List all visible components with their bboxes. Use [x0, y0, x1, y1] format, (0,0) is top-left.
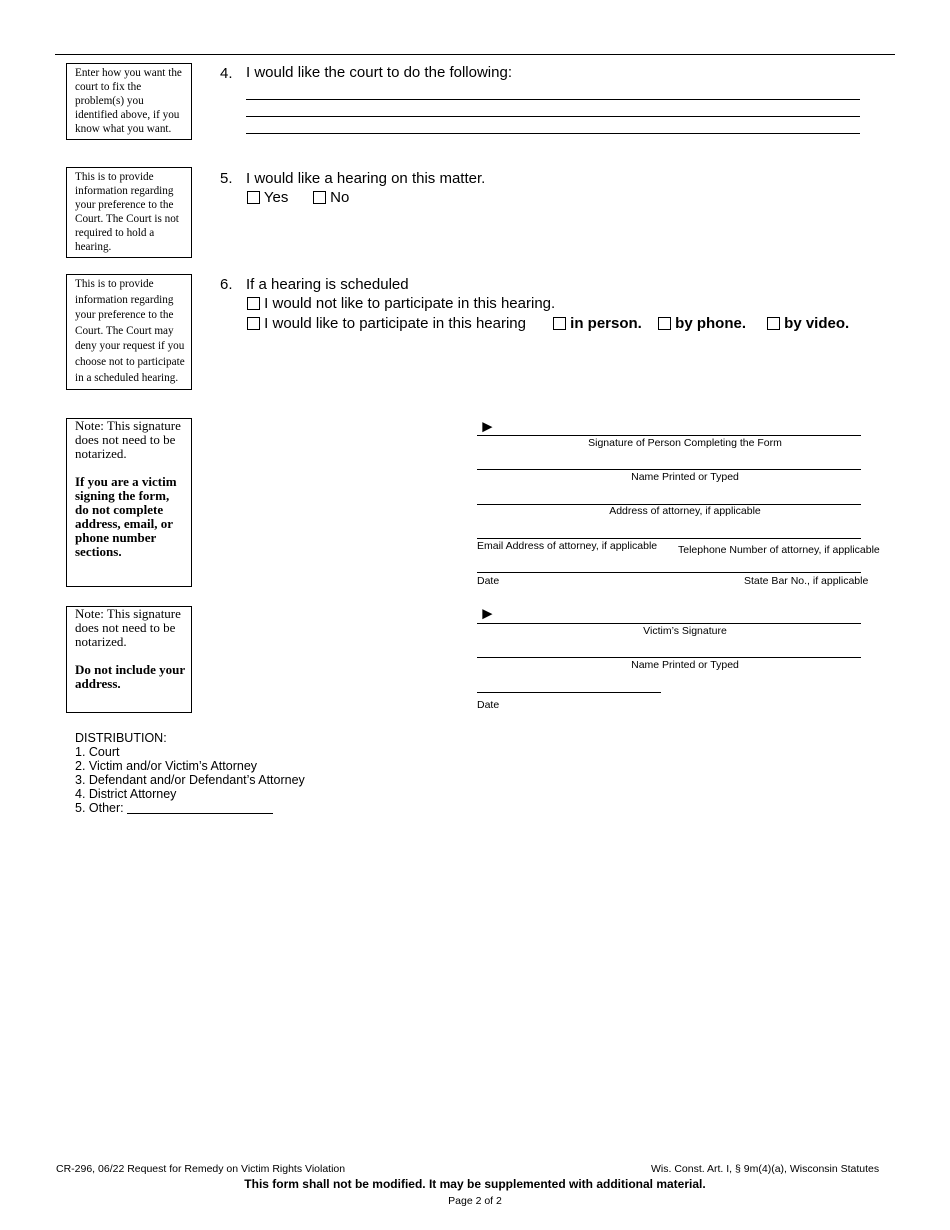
victim-note-text: Note: This signature does not need to be notarized.	[75, 606, 181, 649]
item-4-number: 4.	[220, 65, 233, 82]
by-phone-checkbox[interactable]	[658, 317, 671, 330]
participate-checkbox[interactable]	[247, 317, 260, 330]
name-line[interactable]	[477, 469, 861, 470]
sidenote-remedy: Enter how you want the court to fix the problem(s) you identified above, if you know what you want.	[66, 63, 192, 140]
distribution-item-other	[75, 801, 305, 815]
by-phone-option[interactable]	[658, 315, 746, 332]
by-video-option[interactable]	[767, 315, 849, 332]
victim-date-label: Date	[477, 699, 500, 711]
attorney-address-label: Address of attorney, if applicable	[609, 505, 761, 517]
remedy-line-1[interactable]	[246, 99, 860, 100]
in-person-label: in person.	[570, 315, 642, 332]
date-bar-line[interactable]	[477, 572, 861, 573]
modification-notice: This form shall not be modified. It may be supplemented with additional material.	[244, 1177, 706, 1191]
form-id: CR-296, 06/22 Request for Remedy on Victim Rights Violation	[56, 1163, 346, 1175]
signature-note-text: Note: This signature does not need to be notarized.	[75, 418, 181, 461]
remedy-line-3[interactable]	[246, 133, 860, 134]
victim-signature-line[interactable]	[477, 623, 861, 624]
sidenote-signature	[66, 418, 192, 587]
item-4-question: I would like the court to do the following:	[246, 64, 512, 81]
hearing-yes-checkbox[interactable]	[247, 191, 260, 204]
remedy-line-2[interactable]	[246, 116, 860, 117]
signature-arrow-icon: ►	[479, 417, 496, 436]
distribution-item: 4. District Attorney	[75, 787, 177, 801]
hearing-yes-label: Yes	[263, 189, 289, 206]
date-label: Date	[477, 575, 500, 587]
hearing-yes-option[interactable]	[247, 189, 288, 206]
victim-signing-warning: If you are a victim signing the form, do not complete address, email, or phone number sections.	[75, 474, 177, 559]
distribution-item: 1. Court	[75, 745, 120, 759]
not-participate-checkbox[interactable]	[247, 297, 260, 310]
name-label: Name Printed or Typed	[631, 471, 739, 483]
sidenote-participation: This is to provide information regarding your preference to the Court. The Court may deny your request if you choose not to participate in a scheduled hearing.	[66, 274, 192, 390]
victim-name-line[interactable]	[477, 657, 861, 658]
not-participate-option[interactable]	[247, 295, 555, 312]
by-phone-label: by phone.	[675, 315, 747, 332]
in-person-option[interactable]	[553, 315, 642, 332]
item-6-question: If a hearing is scheduled	[246, 276, 409, 293]
item-5-question: I would like a hearing on this matter.	[246, 170, 486, 187]
distribution-title: DISTRIBUTION:	[75, 731, 167, 745]
page-number: Page 2 of 2	[448, 1195, 502, 1207]
distribution-item: 3. Defendant and/or Defendant’s Attorney	[75, 773, 305, 787]
in-person-checkbox[interactable]	[553, 317, 566, 330]
item-5-number: 5.	[220, 170, 233, 187]
statute-reference: Wis. Const. Art. I, § 9m(4)(a), Wisconsin Statutes	[651, 1163, 880, 1175]
by-video-label: by video.	[784, 315, 850, 332]
attorney-contact-line[interactable]	[477, 538, 861, 539]
sidenote-victim-signature	[66, 606, 192, 713]
distribution-other-line[interactable]	[127, 813, 273, 814]
distribution-other-label: 5. Other:	[75, 801, 124, 815]
victim-signature-label: Victim’s Signature	[643, 625, 727, 637]
participate-option[interactable]	[247, 315, 526, 332]
distribution-item: 2. Victim and/or Victim’s Attorney	[75, 759, 258, 773]
no-address-warning: Do not include your address.	[75, 662, 185, 691]
by-video-checkbox[interactable]	[767, 317, 780, 330]
hearing-no-option[interactable]	[313, 189, 349, 206]
top-rule	[55, 54, 895, 55]
attorney-email-label: Email Address of attorney, if applicable	[477, 540, 658, 552]
victim-arrow-icon: ►	[479, 604, 496, 623]
state-bar-label: State Bar No., if applicable	[744, 575, 869, 587]
participate-label: I would like to participate in this hearing	[264, 315, 526, 332]
distribution-list	[75, 731, 305, 815]
sidenote-hearing-preference: This is to provide information regarding your preference to the Court. The Court is not required to hold a hearing.	[66, 167, 192, 258]
not-participate-label: I would not like to participate in this hearing.	[264, 295, 556, 312]
signature-label: Signature of Person Completing the Form	[588, 437, 782, 449]
hearing-no-label: No	[330, 189, 350, 206]
attorney-phone-label: Telephone Number of attorney, if applicable	[678, 544, 880, 556]
hearing-no-checkbox[interactable]	[313, 191, 326, 204]
victim-date-line[interactable]	[477, 692, 661, 693]
signature-line[interactable]	[477, 435, 861, 436]
victim-name-label: Name Printed or Typed	[631, 659, 739, 671]
item-6-number: 6.	[220, 276, 233, 293]
